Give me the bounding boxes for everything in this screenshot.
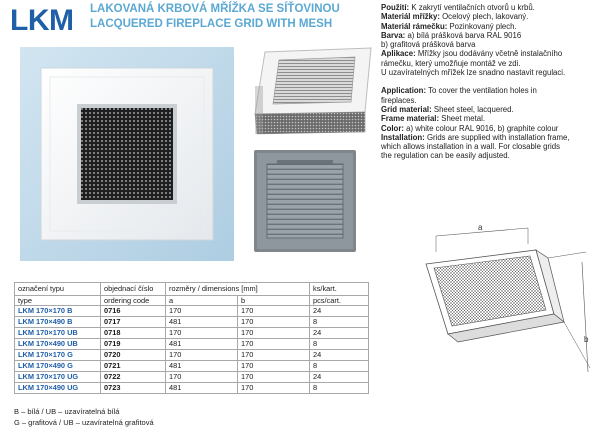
row-code: 0723 xyxy=(101,383,166,394)
row-type: LKM 170×170 B xyxy=(15,306,101,317)
label: Frame material: xyxy=(381,114,440,124)
text: the regulation can be easily adjusted. xyxy=(381,151,510,161)
header-type-cz: označení typu xyxy=(15,283,101,296)
text: U uzavíratelných mřížek lze snadno nastavit regulaci. xyxy=(381,68,566,78)
row-b: 170 xyxy=(238,372,310,383)
text: Grids are supplied with installation frame, xyxy=(426,132,570,142)
row-b: 170 xyxy=(238,361,310,372)
row-type: LKM 170×490 UG xyxy=(15,383,101,394)
row-code: 0720 xyxy=(101,350,166,361)
row-pcs: 8 xyxy=(310,317,369,328)
row-pcs: 8 xyxy=(310,383,369,394)
dim-b-label: b xyxy=(584,335,589,344)
header-pcs-cz: ks/kart. xyxy=(310,283,369,296)
text: b) grafitová prášková barva xyxy=(381,40,476,50)
dimension-drawing xyxy=(418,222,596,432)
text: Pozinkovaný plech. xyxy=(449,21,517,31)
text: K zakrytí ventilačních otvorů u krbů. xyxy=(411,3,535,12)
text: To cover the ventilation holes in xyxy=(428,86,537,96)
row-b: 170 xyxy=(238,383,310,394)
text: Ocelový plech, lakovaný. xyxy=(442,12,529,22)
row-pcs: 24 xyxy=(310,372,369,383)
header-dimensions: rozměry / dimensions [mm] xyxy=(166,283,310,296)
table-row xyxy=(15,383,369,394)
graphite-grid-photo xyxy=(254,150,356,252)
row-pcs: 24 xyxy=(310,350,369,361)
header-type-en: type xyxy=(15,296,101,306)
text: a) bílá prášková barva RAL 9016 xyxy=(407,30,522,40)
row-b: 170 xyxy=(238,306,310,317)
row-type: LKM 170×490 UB xyxy=(15,339,101,350)
label: Grid material: xyxy=(381,104,432,114)
product-table xyxy=(14,282,369,394)
row-type: LKM 170×170 UB xyxy=(15,328,101,339)
info-text xyxy=(381,3,597,161)
row-a: 481 xyxy=(166,361,238,372)
table-row xyxy=(15,339,369,350)
row-a: 170 xyxy=(166,306,238,317)
label: Installation: xyxy=(381,132,425,142)
product-title xyxy=(90,2,385,42)
text: a) white colour RAL 9016, b) graphite colour xyxy=(406,123,559,133)
white-grid-photo xyxy=(20,47,234,261)
text: Sheet metal. xyxy=(441,114,486,124)
row-code: 0721 xyxy=(101,361,166,372)
title-czech: LAKOVANÁ KRBOVÁ MŘÍŽKA SE SÍŤOVINOU xyxy=(90,3,340,15)
table-row xyxy=(15,361,369,372)
row-type: LKM 170×170 G xyxy=(15,350,101,361)
row-a: 170 xyxy=(166,372,238,383)
row-a: 481 xyxy=(166,317,238,328)
label: Použití: xyxy=(381,3,410,12)
label: Aplikace: xyxy=(381,49,416,59)
label: Color: xyxy=(381,123,404,133)
header-order-cz: objednací číslo xyxy=(101,283,166,296)
row-code: 0718 xyxy=(101,328,166,339)
title-english: LACQUERED FIREPLACE GRID WITH MESH xyxy=(90,18,333,30)
row-pcs: 24 xyxy=(310,328,369,339)
label: Application: xyxy=(381,86,427,96)
table-row xyxy=(15,372,369,383)
closable-grid-photo xyxy=(243,46,375,135)
table-row xyxy=(15,317,369,328)
row-type: LKM 170×490 B xyxy=(15,317,101,328)
row-pcs: 24 xyxy=(310,306,369,317)
row-a: 481 xyxy=(166,383,238,394)
row-type: LKM 170×170 UG xyxy=(15,372,101,383)
row-b: 170 xyxy=(238,339,310,350)
text: Mřížky jsou dodávány včetně instalačního xyxy=(417,49,563,59)
table-row xyxy=(15,328,369,339)
header-pcs-en: pcs/cart. xyxy=(310,296,369,306)
text: which allows installation in a wall. For closable grids xyxy=(381,142,560,152)
header-order-en: ordering code xyxy=(101,296,166,306)
row-pcs: 8 xyxy=(310,361,369,372)
label: Materiál rámečku: xyxy=(381,21,448,31)
row-a: 481 xyxy=(166,339,238,350)
row-pcs: 8 xyxy=(310,339,369,350)
text: rámečku, který umožňuje montáž ve zdi. xyxy=(381,58,521,68)
row-code: 0717 xyxy=(101,317,166,328)
dim-a-label: a xyxy=(478,223,483,232)
row-code: 0719 xyxy=(101,339,166,350)
row-b: 170 xyxy=(238,350,310,361)
header-a: a xyxy=(166,296,238,306)
legend xyxy=(14,406,154,428)
header-b: b xyxy=(238,296,310,306)
text: fireplaces. xyxy=(381,95,417,105)
row-a: 170 xyxy=(166,350,238,361)
row-type: LKM 170×490 G xyxy=(15,361,101,372)
legend-line-white: B – bílá / UB – uzavíratelná bílá xyxy=(14,407,120,416)
text: Sheet steel, lacquered. xyxy=(433,104,514,114)
row-code: 0716 xyxy=(101,306,166,317)
table-row xyxy=(15,350,369,361)
product-code: LKM xyxy=(10,4,74,37)
label: Barva: xyxy=(381,30,406,40)
table-row xyxy=(15,306,369,317)
row-b: 170 xyxy=(238,317,310,328)
label: Materiál mřížky: xyxy=(381,12,440,22)
row-a: 170 xyxy=(166,328,238,339)
row-b: 170 xyxy=(238,328,310,339)
row-code: 0722 xyxy=(101,372,166,383)
legend-line-graphite: G – grafitová / UB – uzavíratelná grafitová xyxy=(14,418,154,427)
